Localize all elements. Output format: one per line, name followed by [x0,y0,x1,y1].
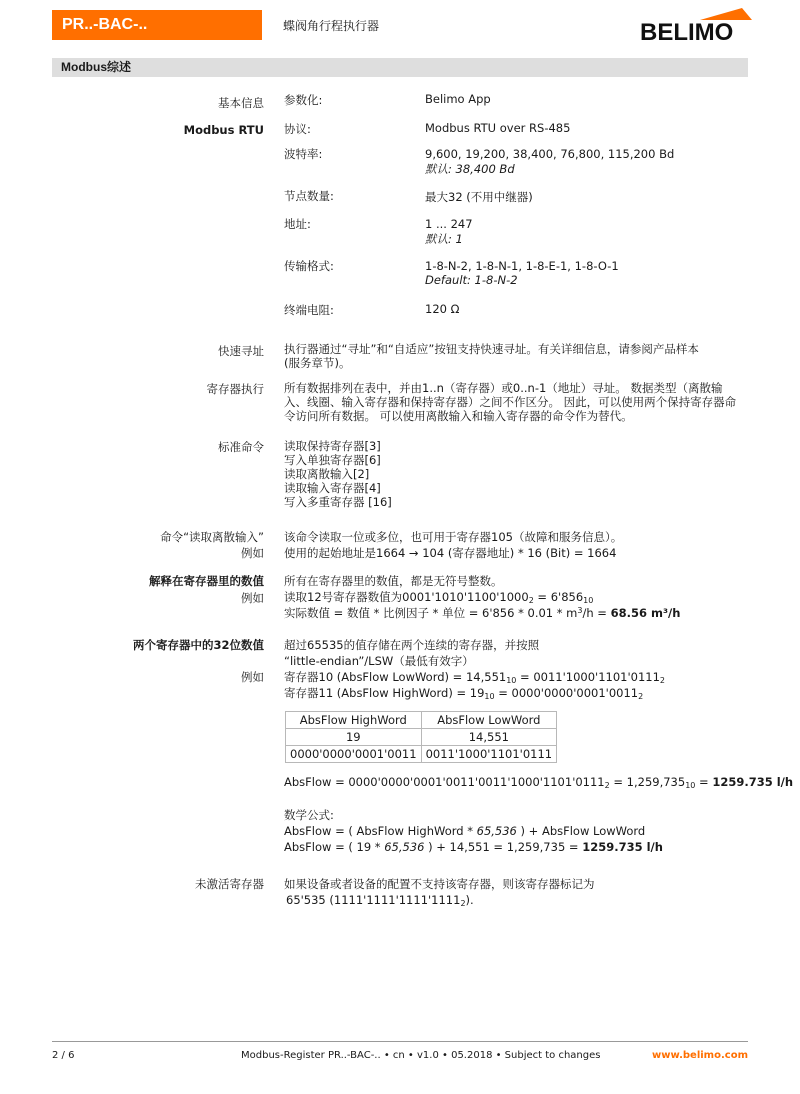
formula-line-1: AbsFlow = ( AbsFlow HighWord * 65,536 ) + AbsFlow LowWord [284,824,646,838]
bit32-text [284,637,665,701]
quick-addressing-text [284,342,699,370]
table-cell: 0000'0000'0001'0011 [286,746,422,763]
inactive-registers-label: 未激活寄存器 [195,877,264,891]
read-discrete-line-1: 该命令读取一位或多位，也可用于寄存器105（故障和服务信息）。 [284,530,623,544]
param-key: 参数化: [284,93,323,107]
table-row [286,746,557,763]
table-cell: 19 [286,729,422,746]
table-header-row [286,712,557,729]
footer-divider [52,1041,748,1042]
read-discrete-example-label: 例如 [241,546,264,560]
registers-line-2: 入、线圈、输入寄存器和保持寄存器）之间不作区分。 因此，可以使用两个保持寄存器命 [284,395,737,409]
bit32-label: 两个寄存器中的32位数值 [132,638,264,652]
read-discrete-line-2: 使用的起始地址是1664 → 104 (寄存器地址) * 16 (Bit) = 1664 [284,546,617,560]
command-item: 读取保持寄存器[3] [284,439,381,453]
inactive-line-1: 如果设备或者设备的配置不支持该寄存器，则该寄存器标记为 [284,877,595,891]
formula-line-2: AbsFlow = ( 19 * 65,536 ) + 14,551 = 1,259,735 = 1259.735 l/h [284,840,663,854]
footer-website-link[interactable]: www.belimo.com [652,1050,748,1061]
read-discrete-label: 命令“读取离散输入” [160,530,264,544]
page-number: 2 / 6 [52,1050,75,1061]
address-value: 1 ... 247 [425,217,473,231]
nodes-key: 节点数量: [284,189,334,203]
footer-doc-info: Modbus-Register PR..-BAC-.. • cn • v1.0 • 05.2018 • Subject to changes [241,1050,601,1061]
address-default: 默认: 1 [425,232,463,246]
belimo-logo [640,6,752,42]
bit32-line-2: “little-endian”/LSW（最低有效字） [284,654,474,668]
termination-key: 终端电阻: [284,303,334,317]
protocol-value: Modbus RTU over RS-485 [425,121,571,135]
address-key: 地址: [284,217,311,231]
table-row [286,729,557,746]
bit32-line-1: 超过65535的值存储在两个连续的寄存器，并按照 [284,638,540,652]
inactive-line-2: 65'535 $(1111'1111'1111'1111_2)$. [286,893,474,908]
document-title: 蝶阀角行程执行器 [283,19,380,33]
format-key: 传输格式: [284,259,334,273]
math-formula-label: 数学公式: [284,808,334,822]
absflow-result: AbsFlow = $0000'0000'0001'0011'0011'1000'1101'0111_2 = 1,259,735_{10} = 1259.735$ l/h [284,775,794,790]
table-cell: 0011'1000'1101'0111 [421,746,557,763]
table-header-cell: AbsFlow HighWord [286,712,422,729]
command-item: 写入单独寄存器[6] [284,453,381,467]
termination-value: 120 Ω [425,302,460,316]
nodes-value: 最大32 (不用中继器) [425,190,533,204]
interpret-label: 解释在寄存器里的数值 [149,574,264,588]
register-table [285,711,557,763]
command-item: 读取输入寄存器[4] [284,481,381,495]
table-cell: 14,551 [421,729,557,746]
quick-line-1: 执行器通过“寻址”和“自适应”按钮支持快速寻址。有关详细信息，请参阅产品样本 [284,342,699,356]
interpret-line-2: 读取12号寄存器数值为$0001'1010'1100'1000_2 = 6'856_{10}$ [284,590,594,605]
math-formula-block [284,807,663,855]
format-value: 1-8-N-2, 1-8-N-1, 1-8-E-1, 1-8-O-1 [425,259,619,273]
register-execution-text [284,381,736,423]
protocol-key: 协议: [284,122,311,136]
brand-wordmark: BELIMO [640,19,734,42]
standard-commands-label: 标准命令 [218,440,264,454]
standard-commands-list [284,439,392,509]
param-value: Belimo App [425,92,491,106]
command-item: 读取离散输入[2] [284,467,370,481]
baud-value: 9,600, 19,200, 38,400, 76,800, 115,200 Bd [425,147,675,161]
register-execution-label: 寄存器执行 [206,382,264,396]
product-code-banner: PR..-BAC-.. [52,10,262,40]
register11-line: 寄存器11 (AbsFlow HighWord) = $19_{10} = 0000'0000'0001'0011_2$ [284,686,644,701]
register10-line: 寄存器10 (AbsFlow LowWord) = $14,551_{10} = 0011'1000'1101'0111_2$ [284,670,665,685]
interpret-example-label: 例如 [241,591,264,605]
bit32-example-label: 例如 [241,670,264,684]
interpret-text [284,573,680,621]
modbus-rtu-label: Modbus RTU [183,123,264,137]
quick-addressing-label: 快速寻址 [218,344,264,358]
baud-key: 波特率: [284,147,323,161]
inactive-registers-text [284,876,595,908]
table-header-cell: AbsFlow LowWord [421,712,557,729]
baud-default: 默认: 38,400 Bd [425,162,515,176]
read-discrete-text [284,529,622,561]
format-default: Default: 1-8-N-2 [425,273,518,287]
interpret-line-3: 实际数值 = 数值 * 比例因子 * 单位 = $6'856 * 0.01 * m^3/h = 68.56$ m³/h [284,606,681,620]
quick-line-2: (服务章节)。 [284,356,351,370]
registers-line-1: 所有数据排列在表中，并由1..n（寄存器）或0..n-1（地址）寻址。 数据类型（离散输 [284,381,723,395]
interpret-line-1: 所有在寄存器里的数值，都是无符号整数。 [284,574,503,588]
registers-line-3: 令访问所有数据。 可以使用离散输入和输入寄存器的命令作为替代。 [284,409,633,423]
command-item: 写入多重寄存器 [16] [284,495,392,509]
section-title: Modbus综述 [52,58,748,77]
basic-info-label: 基本信息 [218,96,264,110]
